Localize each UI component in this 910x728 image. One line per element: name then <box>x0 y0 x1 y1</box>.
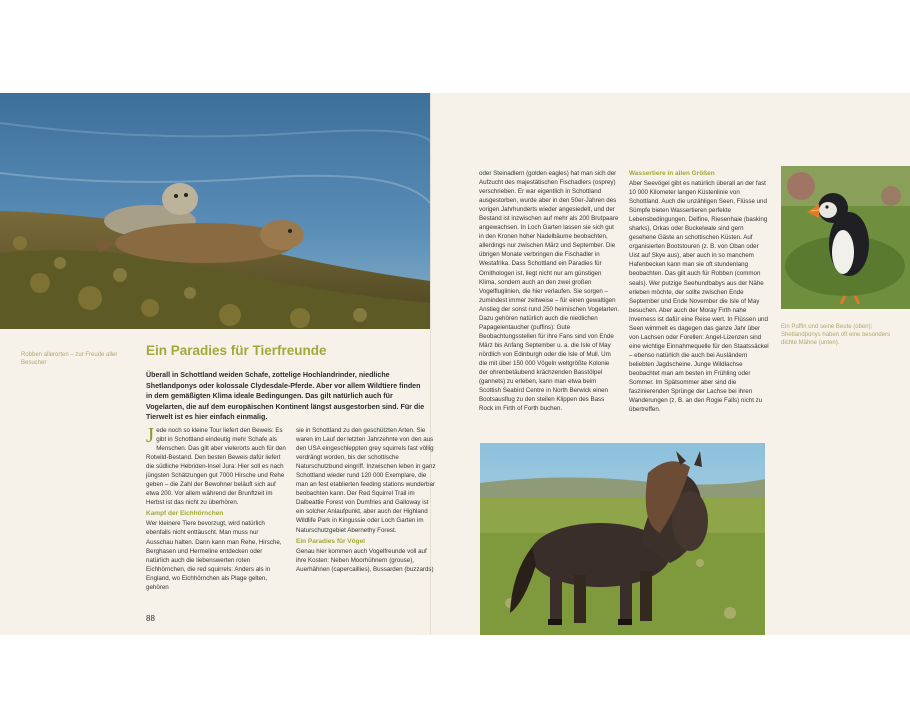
paragraph: Aber Seevögel gibt es natürlich überall an der fast 10 000 Kilometer langen Küstenlinie von Schottland. Auch die unzähligen Seen, Flüsse und Sümpfe bieten Wassertieren perfekte Lebensbedingungen. Delfine, Riesenhaie (basking sharks), Orkas oder Buckelwale sind gern gesehene Gäste an schottischen Küsten. Auf organisierten Bootstouren (z. B. von Oban oder Uist auf Skye aus), aber auch in so manchem Hafenbecken kann man sie oft stundenlang beobachten. Das gilt auch für Robben (common seals). Wer putzige Seehundbabys aus der Nähe erleben möchte, der sollte zwischen Ende September und Ende November die Isle of May besuchen. Aber auch der Moray Firth nahe Inverness ist dafür eine Reise wert. In Flüssen und Seen wimmelt es dagegen das ganze Jahr über von Lachsen oder Forellen: Angel-Lizenzen sind eine wichtige Einnahmequelle für den Staatssäckel – ebenso natürlich die auch bei Ausländern beliebten Jagdscheine. Junge Wildlachse beobachtet man am besten im Frühling oder Sommer. Im Spätsommer aber sind die faszinierenden Sprünge der Lachse bei ihren Wanderungen (z. B. an den Rogie Falls) nicht zu übertreffen. <box>629 180 769 414</box>
text-column-4 <box>629 169 771 414</box>
text-column-2 <box>296 426 436 574</box>
article-title: Ein Paradies für Tierfreunde <box>146 343 327 358</box>
paragraph: Wer kleinere Tiere bevorzugt, wird natürlich ebenfalls nicht enttäuscht. Man muss nur Ausschau halten. Dann kann man Rehe, Hirsche, Berghasen und Hermeline entdecken oder natürlich auch die liebenswerten roten Eichhörnchen, die red squirrels: Anders als in England, wo Eichhörnchen als Plage gelten, gehören <box>146 520 282 591</box>
page-number: 88 <box>146 614 155 623</box>
puffin-photo-caption: Ein Puffin und seine Beute (oben); Shetlandponys haben oft eine besonders dichte Mähne (unten). <box>781 324 891 346</box>
intro-paragraph <box>146 423 286 507</box>
article-lead: Überall in Schottland weiden Schafe, zottelige Hochlandrinder, niedliche Shetlandponys oder kolossale Clydesdale-Pferde. Aber vor allem Wildtiere finden in dem gemäßigten Klima ideale Bedingungen. Das gilt natürlich auch für Vogelarten, die auf dem europäischen Kontinent längst ausgestorben sind. Für die Tierwelt ist es hier einfach einmalig. <box>146 371 425 422</box>
paragraph: oder Steinadlern (golden eagles) hat man sich der Aufzucht des majestätischen Fischadlers (osprey) verschrieben. Er war eigentlich in Schottland ausgestorben, wurde aber in den 50er-Jahren des vorigen Jahrhunderts wieder angesiedelt, und der Bestand ist inzwischen auf mehr als 200 Brutpaare angewachsen. In Loch Garten lassen sie sich gut in den Kronen hoher Nadelbäume beobachten, allerdings nur zwischen März und September. Die übrigen Monate verbringen die Fischadler in Westafrika. Dass Schottland ein Paradies für Ornithologen ist, liegt nicht nur am günstigen Klima, sondern auch an den zwei großen Vogelfluglinien, die hier verlaufen. Sie sorgen – zumindest immer zeitweise – für einen gewaltigen Anstieg der sonst rund 250 heimischen Vogelarten. Dazu gehören natürlich auch die niedlichen Papageientaucher (puffins): Gute Beobachtungsstellen für ihre Fans sind von Ende März bis Anfang September u. a. die Isle of May nördlich von Edinburgh oder die Isle of Mull. Um die mit über 150 000 Vögeln weltgrößte Kolonie der ohrenbetäubend krächzenden Basstölpel (gannets) zu erleben, kann man etwa beim Scottish Seabird Centre in North Berwick einen Bootsausflug zu den steilen Klippen des Bass Rock im Firth of Forth buchen. <box>479 170 619 413</box>
seals-photo <box>0 93 430 329</box>
subheading-water-animals: Wassertiere in allen Größen <box>629 170 715 177</box>
text-column-1 <box>146 423 286 592</box>
paragraph: Genau hier kommen auch Vogelfreunde voll auf ihre Kosten: Neben Moorhühnern (grouse), Auerhähnen (capercaillies), Bussarden (buzzards) <box>296 547 434 573</box>
seals-photo-caption: Robben allerorten – zur Freude aller Besucher <box>21 352 118 366</box>
puffin-photo <box>781 166 910 309</box>
drop-cap: J <box>146 423 155 447</box>
subheading-squirrels: Kampf der Eichhörnchen <box>146 510 224 518</box>
paragraph: sie in Schottland zu den geschützten Arten. Sie waren im Lauf der letzten Jahrzehnte von den aus den USA eingeschleppten grey squirrels fast völlig verdrängt worden, bis der schottische Naturschutzbund eingriff. Inzwischen leben in ganz Schottland wieder rund 120 000 Exemplare, die man an fest etablierten feeding stations wunderbar beobachten kann. Der Red Squirrel Trail im Dalbeattie Forest von Dumfries and Galloway ist ein solcher Anlaufpunkt, aber auch der Highland Wildlife Park in Kingussie oder Loch Garten im Naturschutzgebiet Abernethy Forest. <box>296 427 436 534</box>
intro-text: ede noch so kleine Tour liefert den Beweis: Es gibt in Schottland eindeutig mehr Schafe als Menschen. Das gilt aber vielerorts auch für den Rotwild-Bestand. Den besten Beweis dafür liefert die südliche Hebriden-Insel Jura: Hier soll es nach jüngsten Schätzungen gut 7000 Hirsche und Rehe geben – die Zahl der Bewohner beläuft sich auf etwa 200. Vor allem während der Brunftzeit im Herbst ist das nicht zu überhören. <box>146 427 286 507</box>
shetland-pony-photo <box>480 443 765 635</box>
subheading-birds: Ein Paradies für Vögel <box>296 537 365 545</box>
text-column-3 <box>479 169 619 413</box>
